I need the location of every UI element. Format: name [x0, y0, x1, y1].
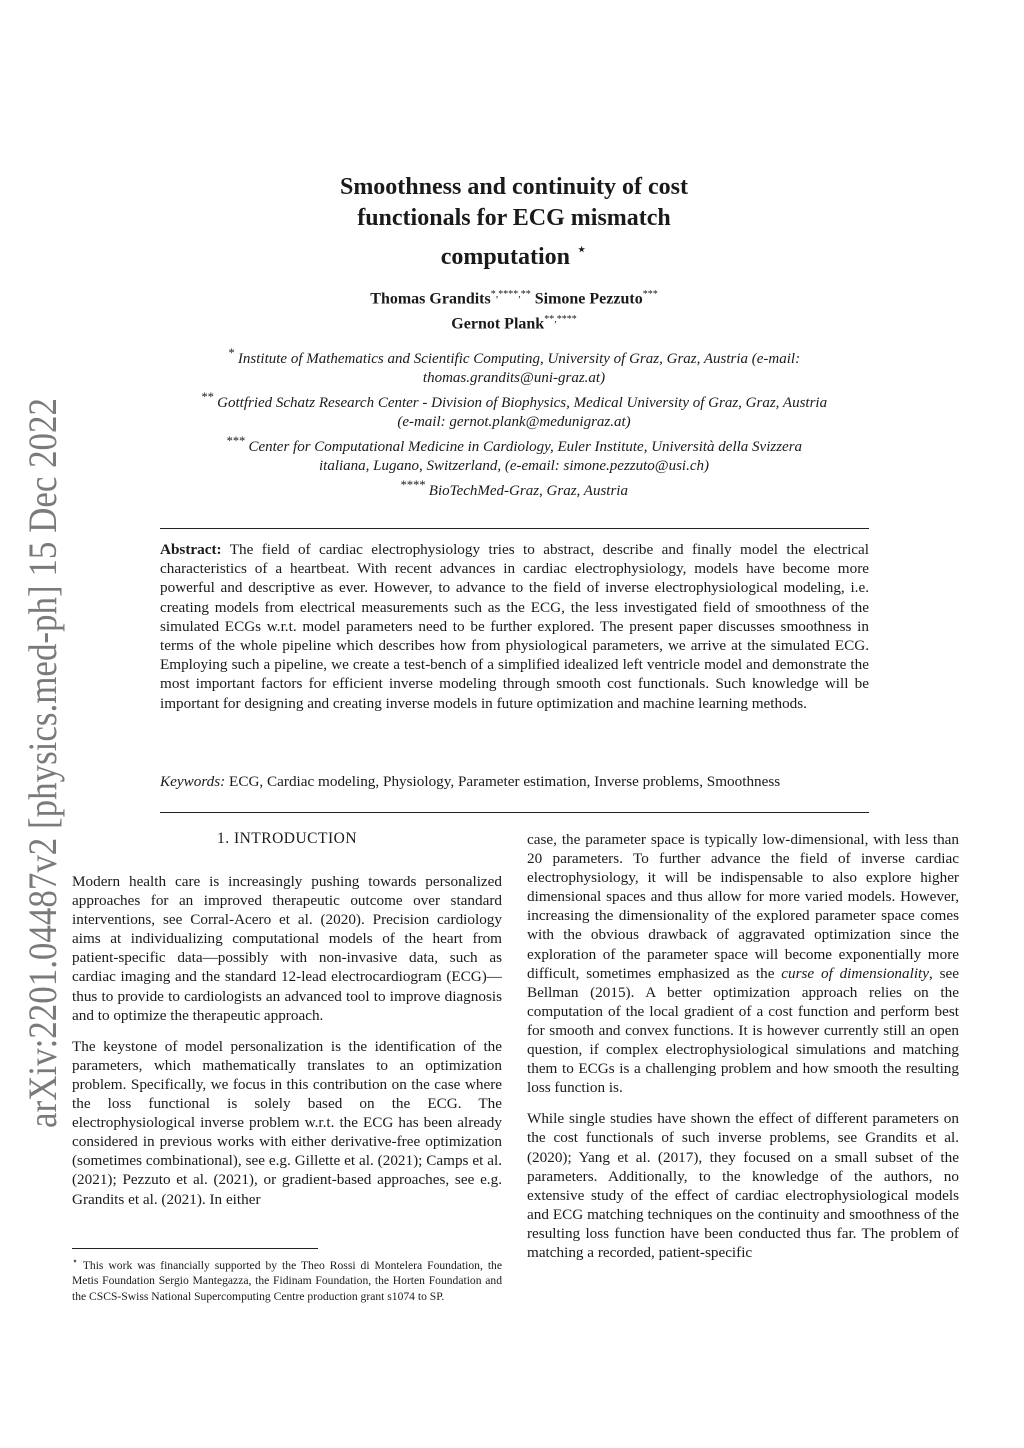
paragraph: While single studies have shown the effect of different parameters on the cost functionals of such inverse problems, see Grandits et al. (2020); Yang et al. (2017), they focused on a small subset of the parameters. Additionally, to the knowledge of the authors, no extensive study of the effect of cardiac electrophysiological models and ECG matching techniques on the continuity and smoothness of the resulting loss function have been conducted thus far. The problem of matching a recorded, patient-specific — [527, 1110, 959, 1261]
abstract-text: The field of cardiac electrophysiology tries to abstract, describe and finally model the electrical characteristics of a heartbeat. With recent advances in cardiac electrophysiology, models have become more powerful and descriptive as ever. However, to advance to the field of inverse electrophysiological modeling, i.e. creating models from electrical measurements such as the ECG, the less investigated field of smoothness of the simulated ECGs w.r.t. model parameters need to be further explored. The present paper discusses smoothness in terms of the whole pipeline which describes how from physiological parameters, we arrive at the simulated ECG. Employing such a pipeline, we create a test-bench of a simplified idealized left ventricle model and demonstrate the most important factors for efficient inverse modeling through smooth cost functionals. Such knowledge will be important for designing and creating inverse models in future optimization and machine learning methods. — [160, 541, 869, 712]
affiliation-mark: *** — [225, 434, 245, 448]
footnote-mark: ⋆ — [72, 1256, 79, 1267]
affiliation — [200, 476, 828, 501]
affiliation-mark: **** — [400, 478, 426, 492]
author-affiliation-marks: **,**** — [544, 314, 577, 326]
emphasized-term: curse of dimensionality — [781, 964, 930, 982]
affiliation-mark: * — [227, 346, 235, 360]
affiliation — [200, 432, 828, 476]
title-footnote-mark: ⋆ — [576, 239, 588, 259]
paragraph: The keystone of model personalization is the identification of the parameters, which mathematically translates to an optimization problem. Specifically, we focus in this contribution on the case where the loss functional is solely based on the ECG. The electrophysiological inverse problem w.r.t. the ECG has been already considered in previous works with either derivative-free optimization (sometimes combinational), see e.g. Gillette et al. (2021); Camps et al. (2021); Pezzuto et al. (2021), or gradient-based approaches, see e.g. Grandits et al. (2021). In either — [72, 1037, 502, 1208]
affiliation-text: BioTechMed-Graz, Graz, Austria — [428, 483, 628, 499]
paper-title — [200, 172, 828, 273]
left-column — [72, 872, 502, 1221]
abstract-bottom-rule — [160, 812, 869, 813]
affiliation-text: Institute of Mathematics and Scientific Computing, University of Graz, Graz, Austria (e-mail: thomas.grandits@uni-graz.at) — [237, 351, 801, 386]
footnote-text: This work was financially supported by the Theo Rossi di Montelera Foundation, the Metis Foundation Sergio Mantegazza, the Fidinam Foundation, the Horten Foundation and the CSCS-Swiss National Supercomputing Centre production grant s1074 to SP. — [72, 1258, 502, 1303]
paragraph-text: case, the parameter space is typically low-dimensional, with less than 20 parameters. To further advance the field of inverse cardiac electrophysiology, it will be indispensable to also explore higher dimensional spaces and thus allow for more varied models. However, increasing the dimensionality of the explored parameter space comes with the obvious drawback of aggravated optimization since the exploration of the parameter space will become exponentially more difficult, sometimes emphasized as the — [527, 831, 959, 982]
affiliation-text: Gottfried Schatz Research Center - Division of Biophysics, Medical University of Graz, Graz, Austria (e-mail: gernot.plank@medunigraz.at) — [217, 395, 828, 430]
author-affiliation-marks: *,****,** — [490, 289, 531, 300]
author-name: Gernot Plank — [451, 315, 545, 333]
abstract — [160, 540, 869, 713]
author-name: Simone Pezzuto — [534, 290, 643, 308]
affiliation — [200, 388, 828, 432]
affiliation-list — [200, 344, 828, 501]
author-name: Thomas Grandits — [370, 290, 491, 308]
title-line-2: functionals for ECG mismatch — [357, 205, 671, 231]
right-column — [527, 830, 959, 1274]
keywords-text: ECG, Cardiac modeling, Physiology, Parameter estimation, Inverse problems, Smoothness — [229, 773, 781, 790]
paragraph — [527, 830, 959, 1097]
paragraph: Modern health care is increasingly pushing towards personalized approaches for an improved therapeutic outcome over standard interventions, see Corral-Acero et al. (2020). Precision cardiology aims at individualizing computational models of the heart from patient-specific data—possibly with non-invasive data, such as cardiac imaging and the standard 12-lead electrocardiogram (ECG)—thus to provide to cardiologists an advanced tool to improve diagnosis and to optimize the therapeutic approach. — [72, 873, 502, 1024]
paragraph-text: , see Bellman (2015). A better optimization approach relies on the computation of the local gradient of a cost function and perform best for smooth and convex functions. It is however currently still an open question, if complex electrophysiological simulations and matching them to ECGs is a challenging problem and how smooth the resulting loss function is. — [527, 964, 959, 1097]
arxiv-identifier-stamp — [14, 395, 69, 1130]
affiliation — [200, 344, 828, 388]
affiliation-mark: ** — [200, 390, 214, 404]
footnote — [72, 1254, 502, 1304]
section-heading: 1. INTRODUCTION — [216, 830, 358, 847]
title-line-3-text: computation — [440, 244, 571, 270]
abstract-label: Abstract: — [160, 541, 222, 558]
title-line-3 — [200, 234, 828, 273]
footnote-rule — [72, 1248, 318, 1249]
keywords-label: Keywords: — [160, 773, 226, 790]
affiliation-text: Center for Computational Medicine in Cardiology, Euler Institute, Università della Svizzera italiana, Lugano, Switzerland, (e-email: simone.pezzuto@usi.ch) — [248, 439, 803, 474]
arxiv-identifier-svg — [14, 395, 69, 1130]
title-line-1: Smoothness and continuity of cost — [339, 174, 689, 200]
keywords — [160, 772, 869, 791]
abstract-top-rule — [160, 528, 869, 529]
author-affiliation-marks: *** — [642, 289, 658, 300]
arxiv-identifier-text: arXiv:2201.04487v2 [physics.med-ph] 15 Dec 2022 — [20, 395, 65, 1128]
author-list — [200, 284, 828, 335]
